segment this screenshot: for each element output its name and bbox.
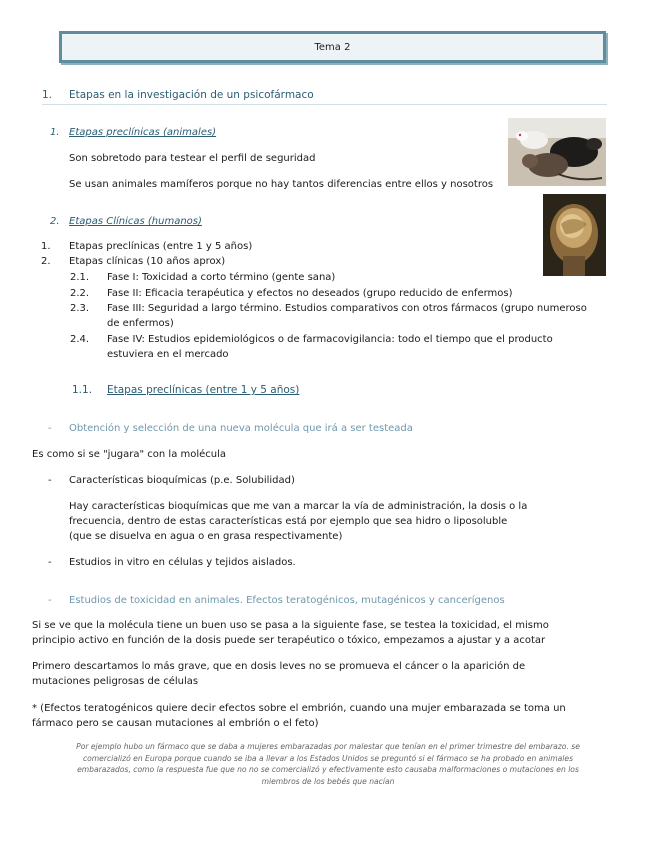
mice-photo bbox=[508, 118, 606, 186]
caracteristicas-para-line-1: Hay características bioquímicas que me van a marcar la vía de administración, la dosis o la bbox=[69, 501, 528, 512]
caracteristicas-para-line-3: (que se disuelva en agua o en grasa respectivamente) bbox=[69, 531, 343, 542]
footnote-line-1: Por ejemplo hubo un fármaco que se daba a mujeres embarazadas por malestar que tenían en el primer trimestre del embarazo. se bbox=[76, 742, 580, 751]
bullet-dash: - bbox=[48, 557, 52, 568]
stage-1-number: 1. bbox=[41, 241, 51, 252]
phase-1-text: Fase I: Toxicidad a corto término (gente sana) bbox=[107, 272, 336, 283]
toxicidad-para-line-2: principio activo en función de la dosis puede ser terapéutico o tóxico, empezamos a ajustar y a acotar bbox=[32, 635, 546, 646]
footnote-line-3: embarazados, como la respuesta fue que no no se comercializó y efectivamente esto causaba malformaciones o mutaciones en los bbox=[77, 765, 579, 774]
caracteristicas-para-line-2: frecuencia, dentro de estas características está por ejemplo que sea hidro o liposoluble bbox=[69, 516, 508, 527]
obtencion-heading: Obtención y selección de una nueva molécula que irá a ser testeada bbox=[69, 423, 413, 434]
primero-para-line-2: mutaciones peligrosas de células bbox=[32, 676, 199, 687]
section-heading-text: Etapas en la investigación de un psicofármaco bbox=[69, 89, 314, 101]
subsection-1-1-number: 1.1. bbox=[72, 384, 93, 396]
caracteristicas-item: Características bioquímicas (p.e. Solubilidad) bbox=[69, 475, 295, 486]
toxicidad-heading: Estudios de toxicidad en animales. Efectos teratogénicos, mutagénicos y cancerígenos bbox=[69, 595, 505, 606]
subsection-1-title: Etapas preclínicas (animales) bbox=[69, 127, 217, 138]
bullet-dash: - bbox=[48, 475, 52, 486]
jugara-line: Es como si se "jugara" con la molécula bbox=[32, 449, 227, 460]
phase-3-text-line-1: Fase III: Seguridad a largo término. Estudios comparativos con otros fármacos (grupo numeroso bbox=[107, 303, 587, 314]
phase-2-text: Fase II: Eficacia terapéutica y efectos no deseados (grupo reducido de enfermos) bbox=[107, 288, 513, 299]
subsection-2-title: Etapas Clínicas (humanos) bbox=[69, 216, 202, 227]
topic-banner bbox=[59, 31, 606, 63]
teratogenicos-para-line-1: * (Efectos teratogénicos quiere decir efectos sobre el embrión, cuando una mujer embarazada se toma un bbox=[32, 703, 566, 714]
phase-3-number: 2.3. bbox=[70, 303, 90, 314]
section-heading-number: 1. bbox=[42, 89, 53, 101]
primero-para-line-1: Primero descartamos lo más grave, que en dosis leves no se promueva el cáncer o la aparición de bbox=[32, 661, 526, 672]
subsection-2-number: 2. bbox=[50, 216, 60, 227]
stage-1-text: Etapas preclínicas (entre 1 y 5 años) bbox=[69, 241, 253, 252]
phase-1-number: 2.1. bbox=[70, 272, 90, 283]
subsection-1-number: 1. bbox=[50, 127, 60, 138]
in-vitro-item: Estudios in vitro en células y tejidos aislados. bbox=[69, 557, 296, 568]
section-heading bbox=[42, 88, 607, 105]
toxicidad-para-line-1: Si se ve que la molécula tiene un buen uso se pasa a la siguiente fase, se testea la toxicidad, el mismo bbox=[32, 620, 549, 631]
footnote-line-2: comercializó en Europa porque cuando se iba a llevar a los Estados Unidos se preguntó si el fármaco se ha probado en animales bbox=[82, 753, 574, 763]
footnote-line-4: miembros de los bebés que nacían bbox=[261, 776, 395, 786]
preclinical-line-2: Se usan animales mamíferos porque no hay tantos diferencias entre ellos y nosotros bbox=[69, 179, 494, 190]
head-scan-photo bbox=[543, 194, 606, 276]
phase-4-text-line-1: Fase IV: Estudios epidemiológicos o de farmacovigilancia: todo el tiempo que el producto bbox=[107, 334, 553, 345]
phase-3-text-line-2: de enfermos) bbox=[107, 318, 174, 329]
stage-2-text: Etapas clínicas (10 años aprox) bbox=[69, 256, 226, 267]
phase-4-number: 2.4. bbox=[70, 334, 90, 345]
footnote bbox=[28, 741, 628, 787]
bullet-dash: - bbox=[48, 595, 52, 606]
topic-title: Tema 2 bbox=[314, 41, 351, 53]
subsection-1-1-title: Etapas preclínicas (entre 1 y 5 años) bbox=[107, 384, 300, 396]
teratogenicos-para-line-2: fármaco pero se causan mutaciones al embrión o el feto) bbox=[32, 718, 319, 729]
phase-2-number: 2.2. bbox=[70, 288, 90, 299]
stage-2-number: 2. bbox=[41, 256, 51, 267]
bullet-dash: - bbox=[48, 423, 52, 434]
phase-4-text-line-2: estuviera en el mercado bbox=[107, 349, 229, 360]
preclinical-line-1: Son sobretodo para testear el perfil de seguridad bbox=[69, 153, 316, 164]
